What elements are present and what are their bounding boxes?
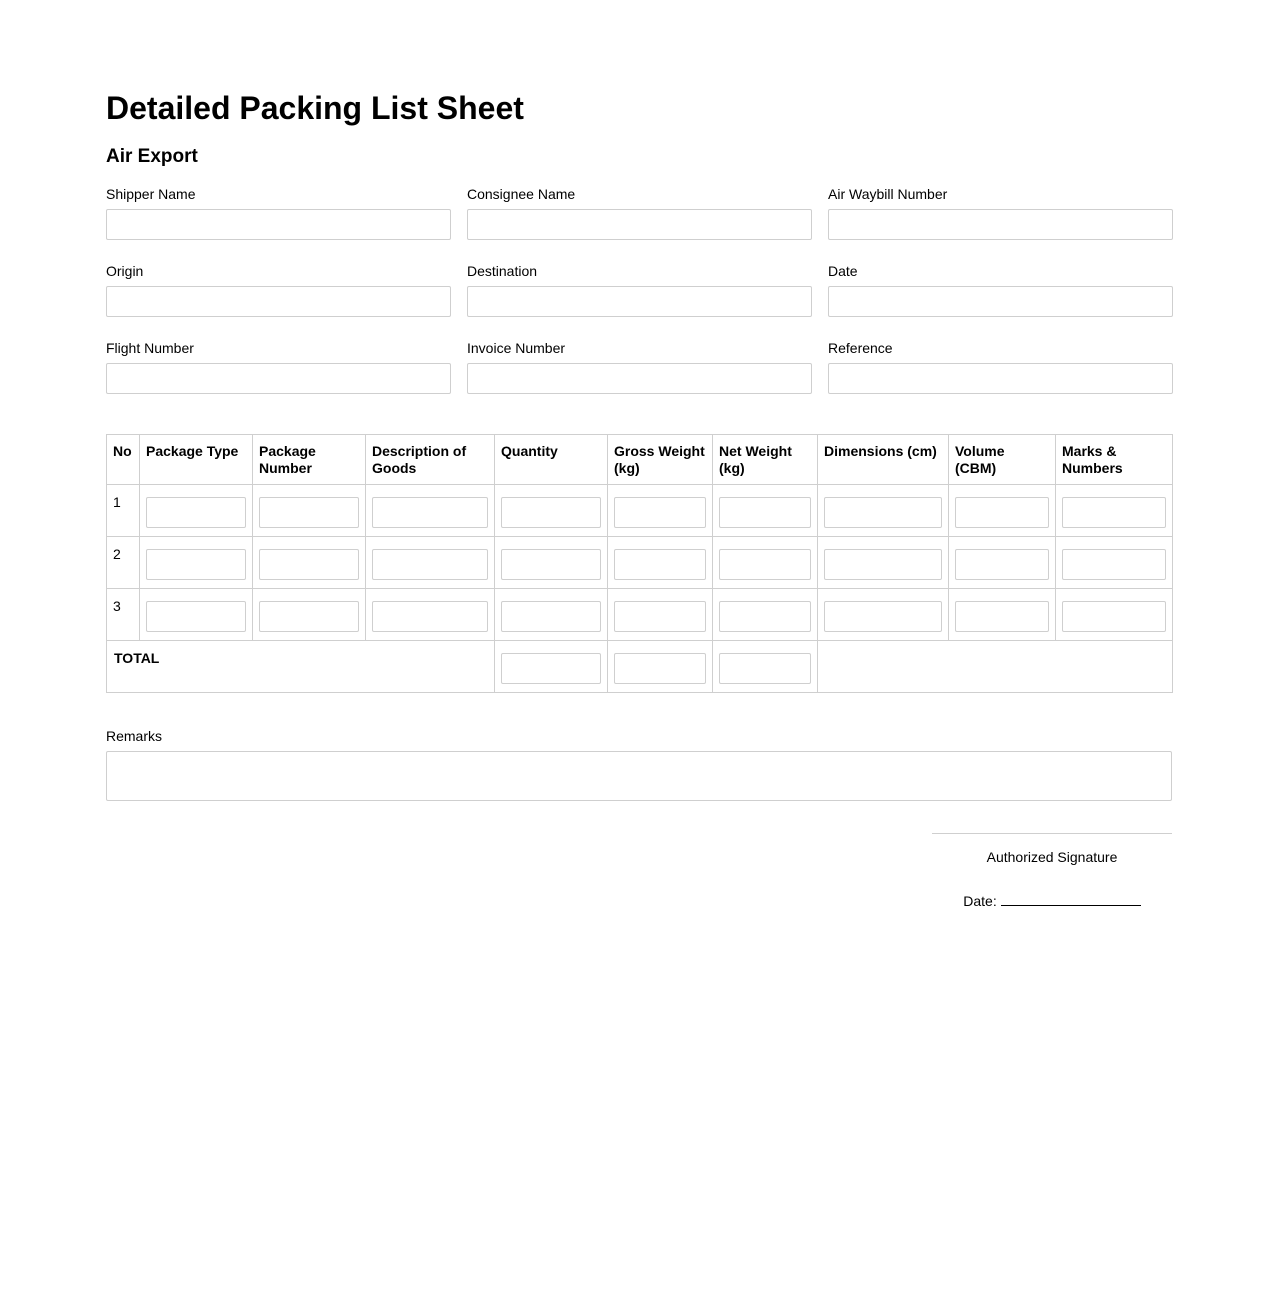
signature-date-label: Date:	[963, 893, 997, 909]
column-header: No	[107, 435, 140, 485]
consignee-name-label: Consignee Name	[467, 186, 576, 202]
package-type-input[interactable]	[146, 497, 246, 528]
marks-numbers-input[interactable]	[1062, 549, 1166, 580]
flight-number-field	[106, 340, 451, 394]
marks-numbers-input[interactable]	[1062, 601, 1166, 632]
row-number: 2	[107, 537, 140, 589]
consignee-name-field	[467, 186, 812, 240]
total-quantity-input[interactable]	[501, 653, 601, 684]
reference-label: Reference	[828, 340, 893, 356]
package-number-input[interactable]	[259, 549, 359, 580]
air-waybill-number-input[interactable]	[828, 209, 1173, 240]
air-waybill-number-field	[828, 186, 1173, 240]
column-header: Dimensions (cm)	[818, 435, 949, 485]
authorized-signature-label: Authorized Signature	[986, 849, 1118, 865]
row-number: 1	[107, 485, 140, 537]
quantity-input[interactable]	[501, 549, 601, 580]
column-header: Package Number	[253, 435, 366, 485]
row-number: 3	[107, 589, 140, 641]
description-input[interactable]	[372, 549, 488, 580]
package-type-input[interactable]	[146, 601, 246, 632]
dimensions-input[interactable]	[824, 549, 942, 580]
shipper-name-label: Shipper Name	[106, 186, 196, 202]
air-waybill-number-label: Air Waybill Number	[828, 186, 948, 202]
package-number-input[interactable]	[259, 601, 359, 632]
destination-label: Destination	[467, 263, 538, 279]
remarks-textarea[interactable]	[106, 751, 1172, 801]
column-header: Volume (CBM)	[949, 435, 1056, 485]
table-row	[107, 485, 1173, 537]
signature-date-line[interactable]	[1001, 891, 1141, 906]
shipper-name-field	[106, 186, 451, 240]
invoice-number-field	[467, 340, 812, 394]
quantity-input[interactable]	[501, 497, 601, 528]
total-label: TOTAL	[107, 641, 495, 693]
gross-weight-input[interactable]	[614, 549, 706, 580]
invoice-number-label: Invoice Number	[467, 340, 566, 356]
destination-field	[467, 263, 812, 317]
gross-weight-input[interactable]	[614, 601, 706, 632]
signature-date	[932, 891, 1172, 909]
flight-number-label: Flight Number	[106, 340, 194, 356]
shipment-fields	[106, 186, 1172, 394]
origin-label: Origin	[106, 263, 144, 279]
volume-input[interactable]	[955, 497, 1049, 528]
remarks-label: Remarks	[106, 728, 163, 744]
table-header-row	[107, 435, 1173, 485]
quantity-input[interactable]	[501, 601, 601, 632]
package-number-input[interactable]	[259, 497, 359, 528]
table-row	[107, 537, 1173, 589]
net-weight-input[interactable]	[719, 549, 811, 580]
origin-input[interactable]	[106, 286, 451, 317]
column-header: Description of Goods	[366, 435, 495, 485]
total-row	[107, 641, 1173, 693]
total-net-weight-input[interactable]	[719, 653, 811, 684]
invoice-number-input[interactable]	[467, 363, 812, 394]
column-header: Package Type	[140, 435, 253, 485]
total-empty-cell	[818, 641, 1173, 693]
column-header: Gross Weight (kg)	[608, 435, 713, 485]
column-header: Net Weight (kg)	[713, 435, 818, 485]
flight-number-input[interactable]	[106, 363, 451, 394]
page-subtitle: Air Export	[106, 146, 198, 167]
table-row	[107, 589, 1173, 641]
dimensions-input[interactable]	[824, 601, 942, 632]
net-weight-input[interactable]	[719, 601, 811, 632]
consignee-name-input[interactable]	[467, 209, 812, 240]
date-input[interactable]	[828, 286, 1173, 317]
net-weight-input[interactable]	[719, 497, 811, 528]
date-label: Date	[828, 263, 858, 279]
package-type-input[interactable]	[146, 549, 246, 580]
marks-numbers-input[interactable]	[1062, 497, 1166, 528]
destination-input[interactable]	[467, 286, 812, 317]
date-field	[828, 263, 1173, 317]
description-input[interactable]	[372, 497, 488, 528]
column-header: Quantity	[495, 435, 608, 485]
shipper-name-input[interactable]	[106, 209, 451, 240]
volume-input[interactable]	[955, 601, 1049, 632]
volume-input[interactable]	[955, 549, 1049, 580]
column-header: Marks & Numbers	[1056, 435, 1173, 485]
page-title: Detailed Packing List Sheet	[106, 90, 524, 126]
total-gross-weight-input[interactable]	[614, 653, 706, 684]
dimensions-input[interactable]	[824, 497, 942, 528]
reference-input[interactable]	[828, 363, 1173, 394]
packing-table	[106, 434, 1173, 693]
reference-field	[828, 340, 1173, 394]
origin-field	[106, 263, 451, 317]
signature-block	[932, 833, 1172, 909]
gross-weight-input[interactable]	[614, 497, 706, 528]
description-input[interactable]	[372, 601, 488, 632]
